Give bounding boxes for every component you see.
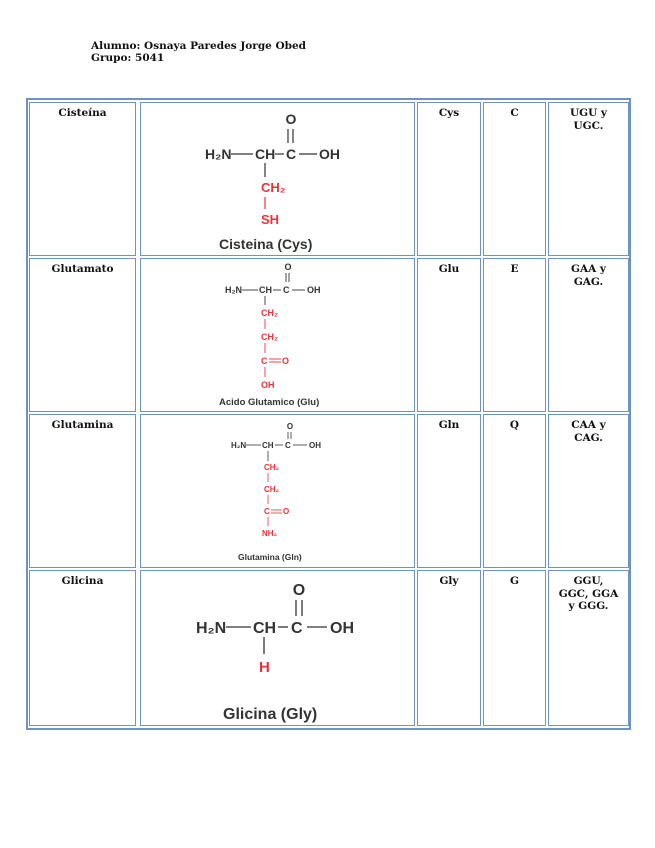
codon-line: CAG. [574,431,603,444]
three-letter-code-cell [417,102,481,256]
oxygen-label: O [285,111,297,127]
side-chain-sh: SH [261,212,280,227]
structure-cell [140,102,415,256]
amino-group-label: H₂N [196,620,227,637]
carboxyl-carbon-label: C [291,620,303,637]
structure-caption: Glicina (Gly) [223,706,318,723]
carboxyl-carbon-label: C [285,441,291,450]
three-letter-code: Glu [438,263,460,275]
one-letter-code-cell [483,414,546,568]
amino-acid-name: Cisteína [58,107,107,119]
one-letter-code: Q [509,419,520,431]
alpha-carbon-label: CH [262,441,274,450]
hydroxyl-label: OH [309,441,321,450]
three-letter-code: Gly [439,575,459,587]
amino-acid-table [26,98,631,730]
side-chain-ch2: CH₂ [261,308,278,318]
amino-acid-name-cell [29,102,136,256]
three-letter-code-cell [417,570,481,726]
amino-acid-name: Glicina [61,575,104,587]
side-chain-carbonyl-c: C [261,356,268,366]
side-chain-oxygen: O [282,356,290,366]
amino-acid-name-cell [29,258,136,412]
carboxyl-carbon-label: C [286,146,297,162]
structure-caption: Cisteina (Cys) [219,236,313,252]
alpha-carbon-label: CH [259,285,272,295]
oxygen-label: O [284,262,292,272]
structure-caption: Glutamina (Gln) [238,552,302,562]
cysteine-structure-diagram [141,103,416,257]
side-chain-ch2: CH₂ [264,485,280,494]
one-letter-code: E [510,263,519,275]
amino-group-label: H₂N [225,285,242,295]
oxygen-label: O [292,582,306,599]
codons-cell [548,102,629,256]
glutamate-structure-diagram [141,259,416,413]
one-letter-code-cell [483,570,546,726]
carboxyl-carbon-label: C [283,285,290,295]
codon-line: GAA y [570,263,607,275]
amino-group-label: H₂N [205,146,232,162]
amino-acid-name: Glutamina [51,419,114,431]
structure-cell [140,570,415,726]
side-chain-ch2: CH₂ [261,180,286,195]
codons-cell [548,570,629,726]
side-chain-oxygen: O [283,507,290,516]
codon-line: GAG. [573,275,604,288]
structure-cell [140,414,415,568]
three-letter-code-cell [417,258,481,412]
side-chain-hydrogen: H [259,659,270,676]
student-name: Alumno: Osnaya Paredes Jorge Obed [91,40,307,52]
codon-line: y GGG. [568,600,609,612]
alpha-carbon-label: CH [255,146,276,162]
one-letter-code-cell [483,258,546,412]
document-header [91,40,306,64]
side-chain-carbonyl-c: C [264,507,270,516]
glutamine-structure-diagram [141,415,416,569]
codons-cell [548,258,629,412]
three-letter-code-cell [417,414,481,568]
codon-line: CAA y [571,419,606,431]
amino-group-label: H₂N [231,441,247,450]
one-letter-code-cell [483,102,546,256]
alpha-carbon-label: CH [253,620,277,637]
three-letter-code: Gln [438,419,460,431]
side-chain-ch2: CH₂ [264,463,280,472]
amino-acid-name-cell [29,570,136,726]
side-chain-ch2: CH₂ [261,332,278,342]
codon-line: GGC, GGA [558,587,619,600]
three-letter-code: Cys [438,107,460,119]
structure-caption: Acido Glutamico (Glu) [219,397,320,408]
codon-line: UGC. [573,119,604,132]
hydroxyl-label: OH [307,285,321,295]
amino-acid-name-cell [29,414,136,568]
amino-acid-name: Glutamato [51,263,114,275]
oxygen-label: O [286,422,294,431]
group-number: Grupo: 5041 [91,52,165,64]
glycine-structure-diagram [141,571,416,727]
structure-cell [140,258,415,412]
one-letter-code: C [510,107,519,119]
hydroxyl-label: OH [319,146,340,162]
codon-line: GGU, [573,575,604,587]
codon-line: UGU y [569,107,608,119]
codons-cell [548,414,629,568]
one-letter-code: G [510,575,519,587]
side-chain-nh2: NH₂ [262,529,278,538]
side-chain-oh: OH [261,380,275,390]
hydroxyl-label: OH [330,620,354,637]
